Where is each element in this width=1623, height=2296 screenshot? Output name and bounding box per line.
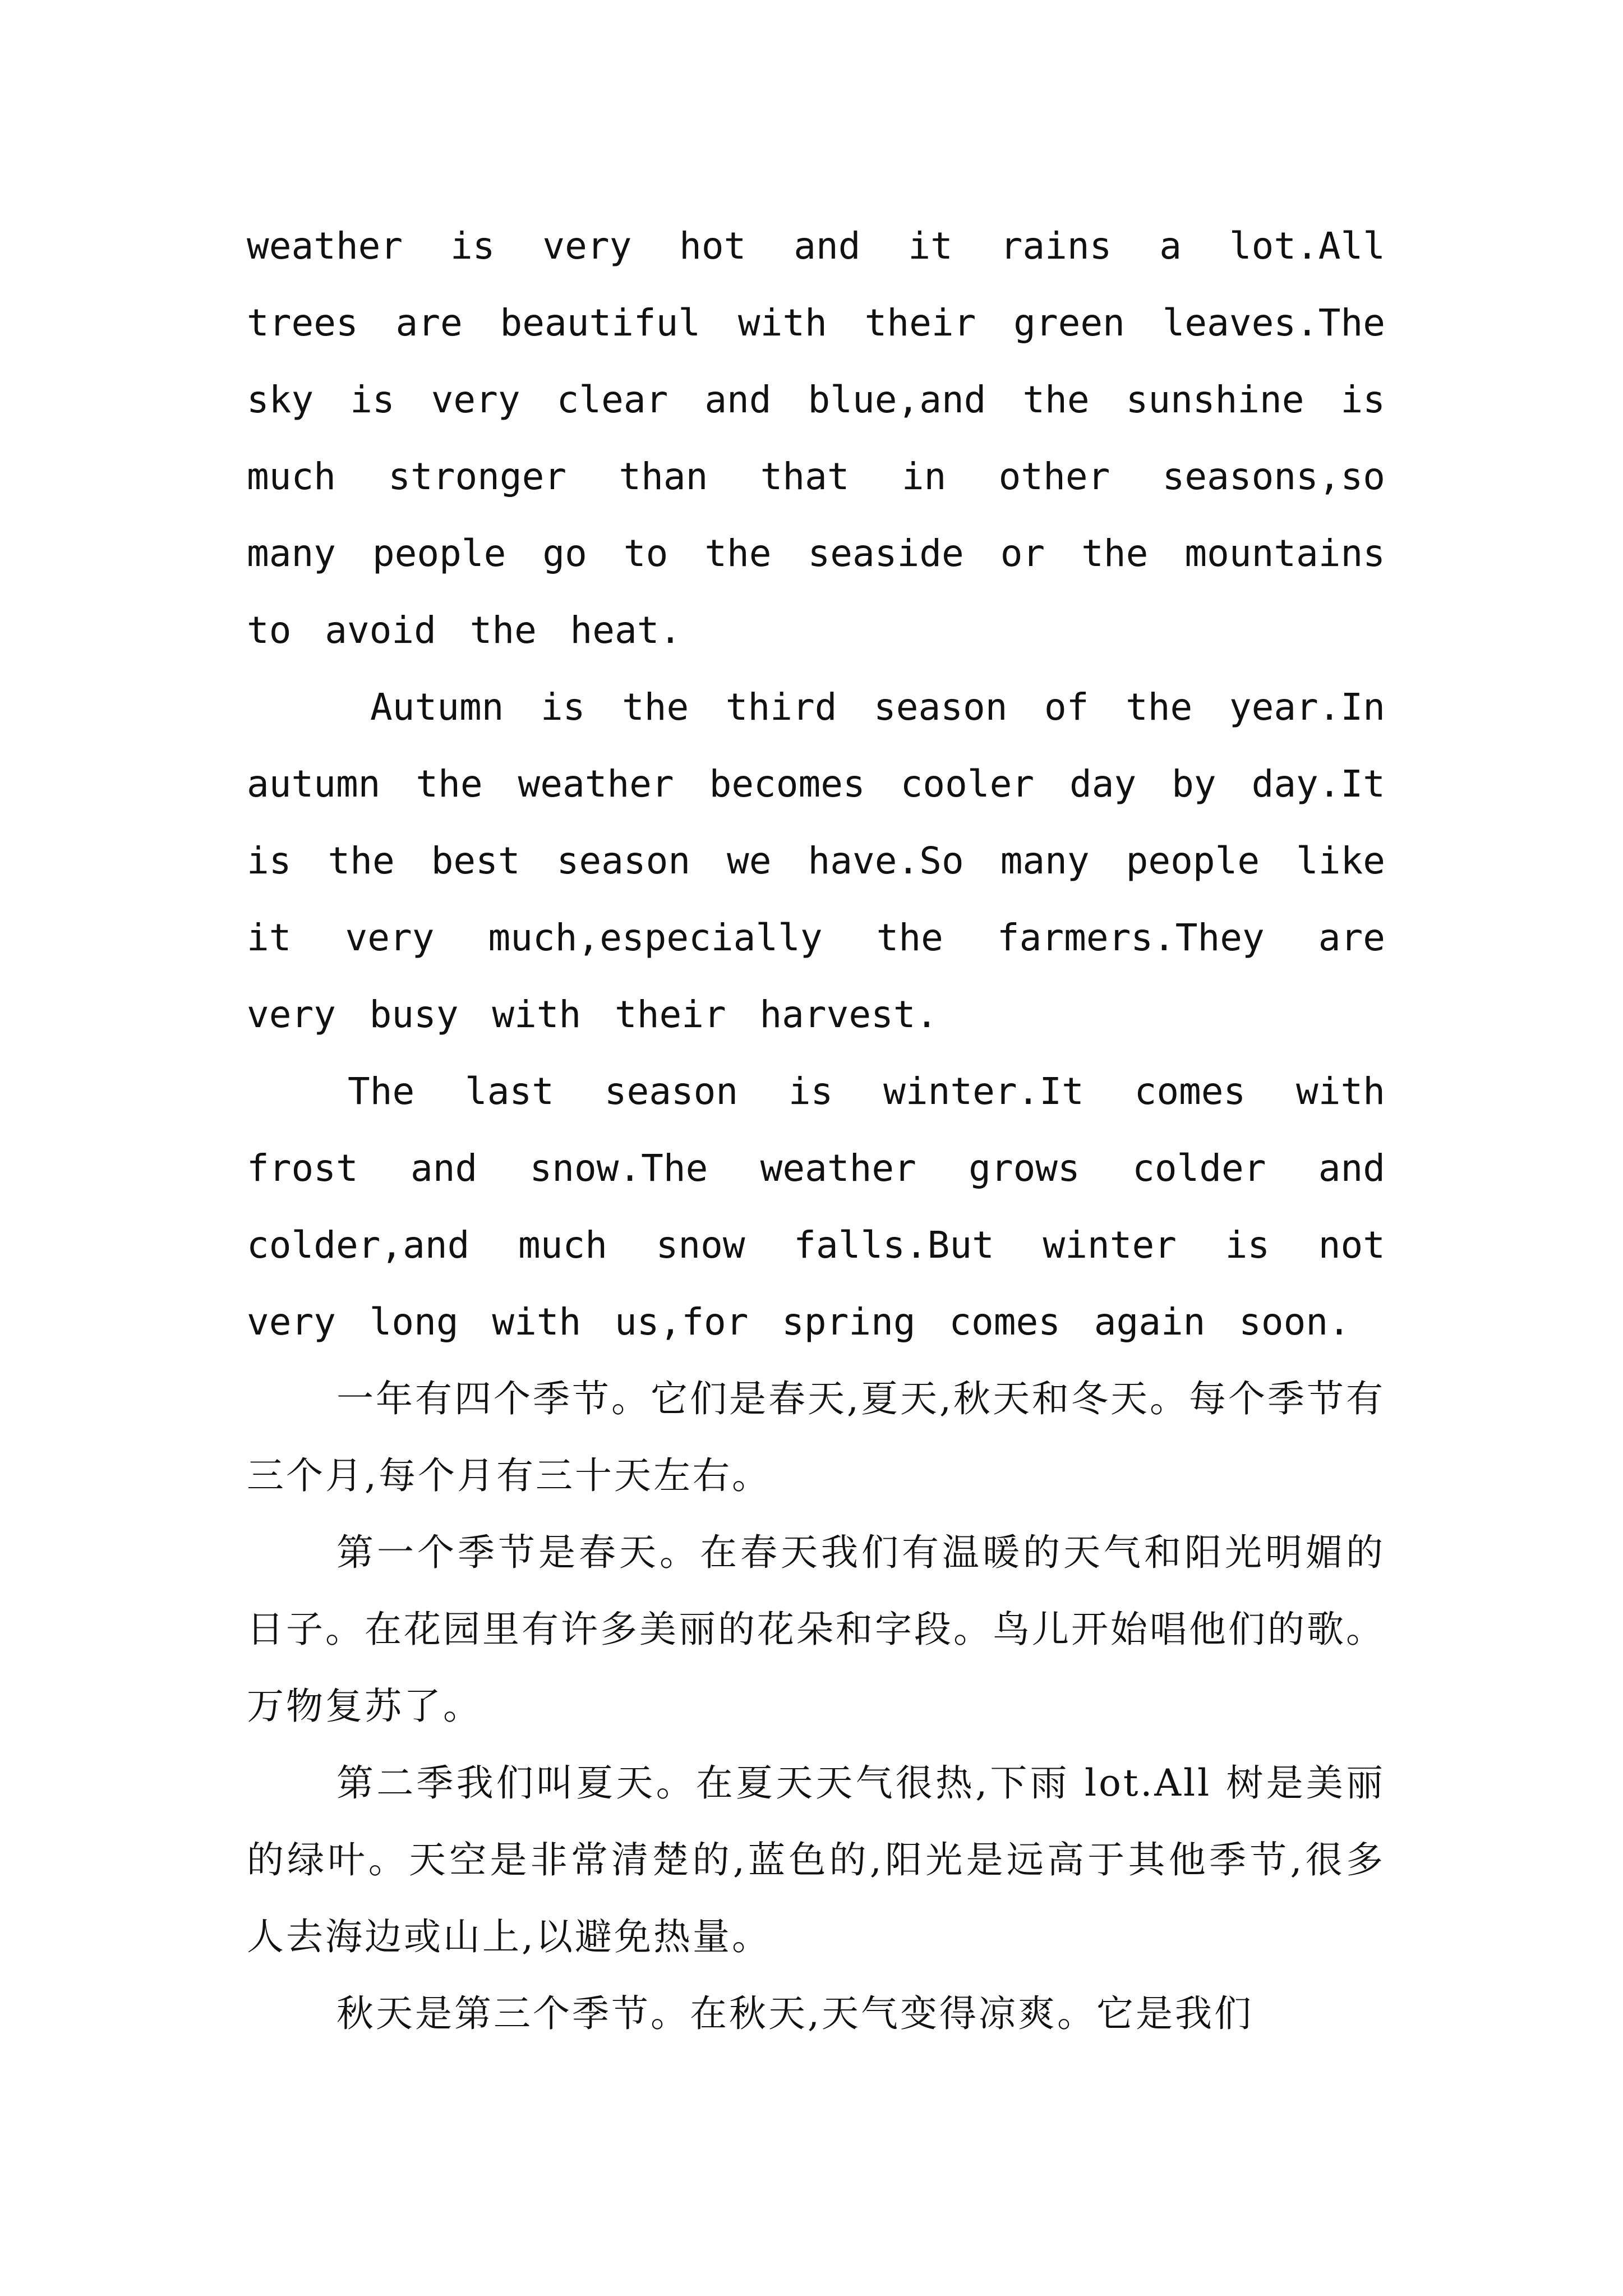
paragraph-autumn-zh: 秋天是第三个季节。在秋天,天气变得凉爽。它是我们 — [336, 1992, 1253, 2035]
document-page — [247, 208, 1385, 2052]
paragraph-winter-en: The last season is winter.It comes with frost and snow.The weather grows colder and colder,and much snow falls.But winter is not very long with us,for spring comes again soon. — [247, 1070, 1385, 1343]
paragraph-summer-continued: weather is very hot and it rains a lot.All trees are beautiful with their green leaves.The sky is very clear and blue,and the sunshine is much stronger than that in other seasons,so many people go to the seaside or the mountains to avoid the heat. — [247, 224, 1385, 652]
paragraph-summer-zh: 第二季我们叫夏天。在夏天天气很热,下雨 lot.All 树是美丽的绿叶。天空是非常清楚的,蓝色的,阳光是远高于其他季节,很多人去海边或山上,以避免热量。 — [247, 1761, 1385, 1958]
paragraph-spring-zh: 第一个季节是春天。在春天我们有温暖的天气和阳光明媚的日子。在花园里有许多美丽的花朵和字段。鸟儿开始唱他们的歌。万物复苏了。 — [247, 1531, 1385, 1728]
paragraph-intro-zh: 一年有四个季节。它们是春天,夏天,秋天和冬天。每个季节有三个月,每个月有三十天左右。 — [247, 1377, 1385, 1497]
paragraph-autumn-en: Autumn is the third season of the year.In autumn the weather becomes cooler day by day.It is the best season we have.So many people like it very much,especially the farmers.They are very busy with their harvest. — [247, 685, 1385, 1036]
